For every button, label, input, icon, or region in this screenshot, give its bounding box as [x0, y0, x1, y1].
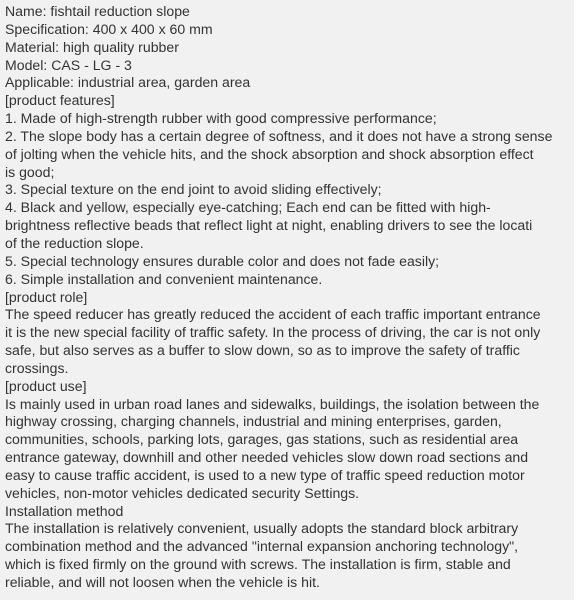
use-text-line: entrance gateway, downhill and other needed vehicles slow down road sections and: [5, 449, 529, 466]
features-heading: [product features]: [5, 92, 115, 109]
feature-text-line: 4. Black and yellow, especially eye-catching; Each end can be fitted with high-: [5, 199, 491, 216]
feature-text-line: of jolting when the vehicle hits, and the shock absorption and shock absorption effect: [5, 145, 534, 162]
feature-text-line: 3. Special texture on the end joint to avoid sliding effectively;: [5, 181, 382, 198]
use-text-line: highway crossing, charging channels, industrial and mining enterprises, garden,: [5, 413, 502, 430]
use-text-line: easy to cause traffic accident, is used to a new type of traffic speed reduction motor: [5, 466, 525, 483]
feature-text-line: is good;: [5, 163, 55, 180]
role-text-line: crossings.: [5, 359, 69, 376]
installation-text-line: which is fixed firmly on the ground with screws. The installation is firm, stable and: [5, 556, 511, 573]
installation-text-line: reliable, and will not loosen when the vehicle is hit.: [5, 574, 320, 590]
installation-text-line: combination method and the advanced "internal expansion anchoring technology",: [5, 538, 519, 555]
feature-text-line: 6. Simple installation and convenient maintenance.: [5, 270, 323, 287]
feature-text-line: of the reduction slope.: [5, 234, 144, 251]
product-description: [5, 3, 574, 592]
applicable-line: Applicable: industrial area, garden area: [5, 74, 251, 91]
role-text-line: it is the new special facility of traffic safety. In the process of driving, the car is not only: [5, 324, 541, 341]
use-heading: [product use]: [5, 377, 87, 394]
product-name-line: Name: fishtail reduction slope: [5, 3, 190, 19]
specification-line: Specification: 400 x 400 x 60 mm: [5, 20, 213, 37]
installation-heading: Installation method: [5, 502, 124, 519]
installation-text-line: The installation is relatively convenient, usually adopts the standard block arbitrary: [5, 520, 519, 537]
feature-text-line: 1. Made of high-strength rubber with good compressive performance;: [5, 110, 437, 127]
use-text-line: vehicles, non-motor vehicles dedicated security Settings.: [5, 484, 360, 501]
model-line: Model: CAS - LG - 3: [5, 56, 132, 73]
role-text-line: The speed reducer has greatly reduced the accident of each traffic important entrance: [5, 306, 541, 323]
material-line: Material: high quality rubber: [5, 38, 179, 55]
feature-text-line: 2. The slope body has a certain degree of softness, and it does not have a strong sense: [5, 127, 553, 144]
role-text-line: safe, but also serves as a buffer to slow down, so as to improve the safety of traffic: [5, 342, 520, 359]
use-text-line: communities, schools, parking lots, garages, gas stations, such as residential area: [5, 431, 519, 448]
role-heading: [product role]: [5, 288, 88, 305]
use-text-line: Is mainly used in urban road lanes and sidewalks, buildings, the isolation between the: [5, 395, 540, 412]
feature-text-line: brightness reflective beads that reflect light at night, enabling drivers to see the locati: [5, 217, 533, 234]
feature-text-line: 5. Special technology ensures durable color and does not fade easily;: [5, 252, 440, 269]
